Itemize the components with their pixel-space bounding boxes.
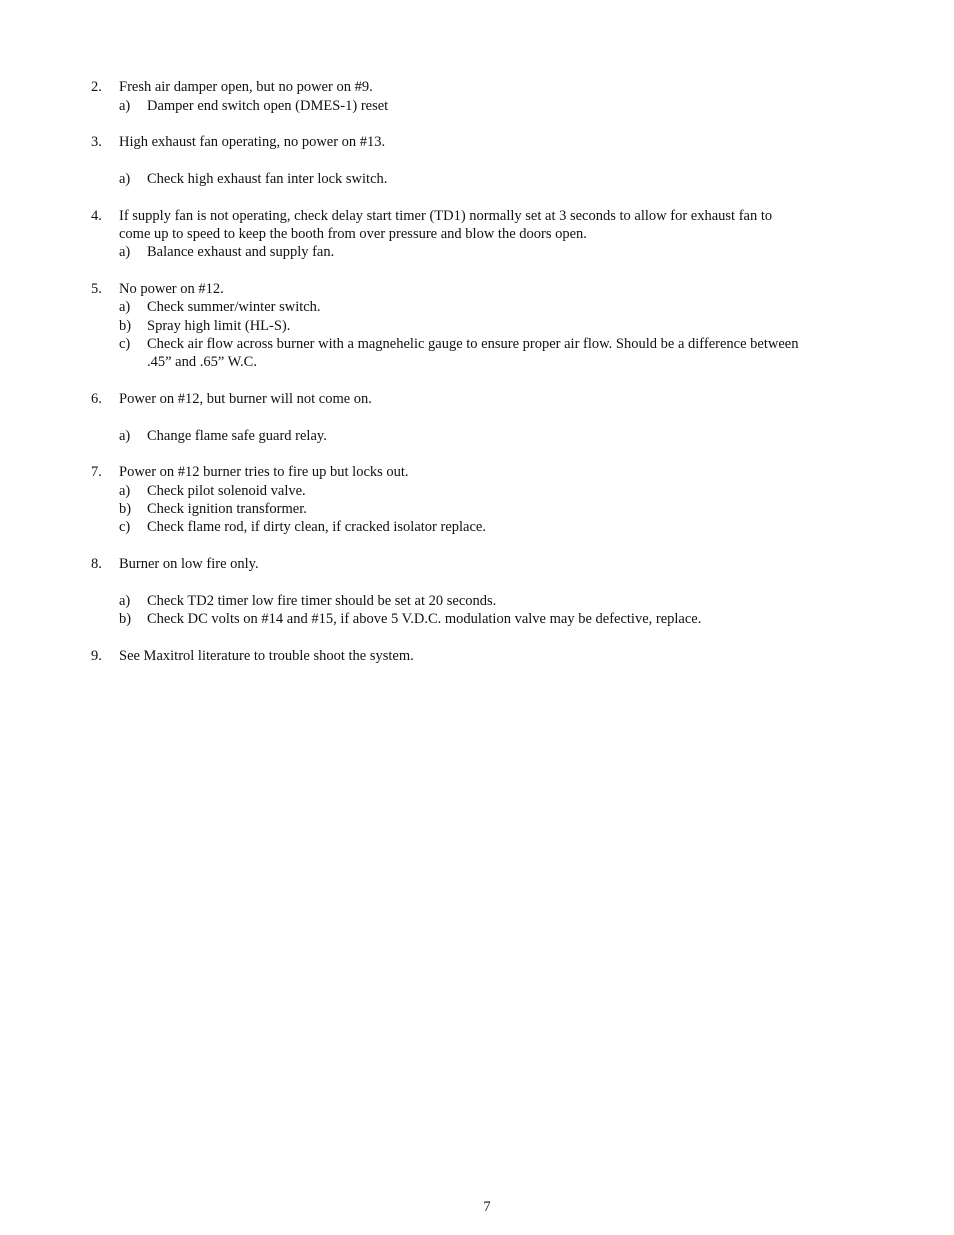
item-number: 8. xyxy=(91,556,102,572)
sub-item-letter: a) xyxy=(119,483,131,499)
item-text: If supply fan is not operating, check delay start timer (TD1) normally set at 3 seconds to allow for exhaust fan to xyxy=(119,208,773,224)
item-text: come up to speed to keep the booth from over pressure and blow the doors open. xyxy=(119,226,587,242)
item-text: No power on #12. xyxy=(119,281,224,297)
item-number: 7. xyxy=(91,464,102,480)
item-number: 4. xyxy=(91,208,102,224)
sub-item-letter: a) xyxy=(119,428,131,444)
sub-item-letter: c) xyxy=(119,519,131,535)
sub-item-letter: a) xyxy=(119,299,131,315)
sub-item-text: Spray high limit (HL-S). xyxy=(147,318,291,334)
item-number: 3. xyxy=(91,134,102,150)
item-number: 6. xyxy=(91,391,102,407)
sub-item-text: Check ignition transformer. xyxy=(147,501,307,517)
sub-item-letter: b) xyxy=(119,318,132,334)
sub-item-letter: b) xyxy=(119,501,132,517)
sub-item-letter: c) xyxy=(119,336,131,352)
sub-item-text: Balance exhaust and supply fan. xyxy=(147,244,335,260)
sub-item-text: Check flame rod, if dirty clean, if cracked isolator replace. xyxy=(147,519,486,535)
item-text: Burner on low fire only. xyxy=(119,556,259,572)
item-number: 9. xyxy=(91,648,102,664)
sub-item-text: .45” and .65” W.C. xyxy=(147,354,257,370)
sub-item-text: Damper end switch open (DMES-1) reset xyxy=(147,98,389,114)
sub-item-text: Check summer/winter switch. xyxy=(147,299,321,315)
sub-item-text: Check pilot solenoid valve. xyxy=(147,483,306,499)
sub-item-letter: a) xyxy=(119,98,131,114)
sub-item-letter: a) xyxy=(119,244,131,260)
sub-item-text: Check air flow across burner with a magnehelic gauge to ensure proper air flow. Should be a difference between xyxy=(147,336,799,352)
item-number: 2. xyxy=(91,79,102,95)
sub-item-text: Change flame safe guard relay. xyxy=(147,428,327,444)
sub-item-text: Check TD2 timer low fire timer should be set at 20 seconds. xyxy=(147,593,497,609)
item-text: High exhaust fan operating, no power on #13. xyxy=(119,134,386,150)
sub-item-letter: a) xyxy=(119,593,131,609)
sub-item-letter: b) xyxy=(119,611,132,627)
item-number: 5. xyxy=(91,281,102,297)
item-text: Power on #12 burner tries to fire up but locks out. xyxy=(119,464,409,480)
sub-item-text: Check high exhaust fan inter lock switch. xyxy=(147,171,388,187)
item-text: Power on #12, but burner will not come on. xyxy=(119,391,372,407)
item-text: See Maxitrol literature to trouble shoot the system. xyxy=(119,648,414,664)
sub-item-text: Check DC volts on #14 and #15, if above 5 V.D.C. modulation valve may be defective, replace. xyxy=(147,611,702,627)
page-number: 7 xyxy=(483,1199,491,1215)
sub-item-letter: a) xyxy=(119,171,131,187)
item-text: Fresh air damper open, but no power on #9. xyxy=(119,79,373,95)
